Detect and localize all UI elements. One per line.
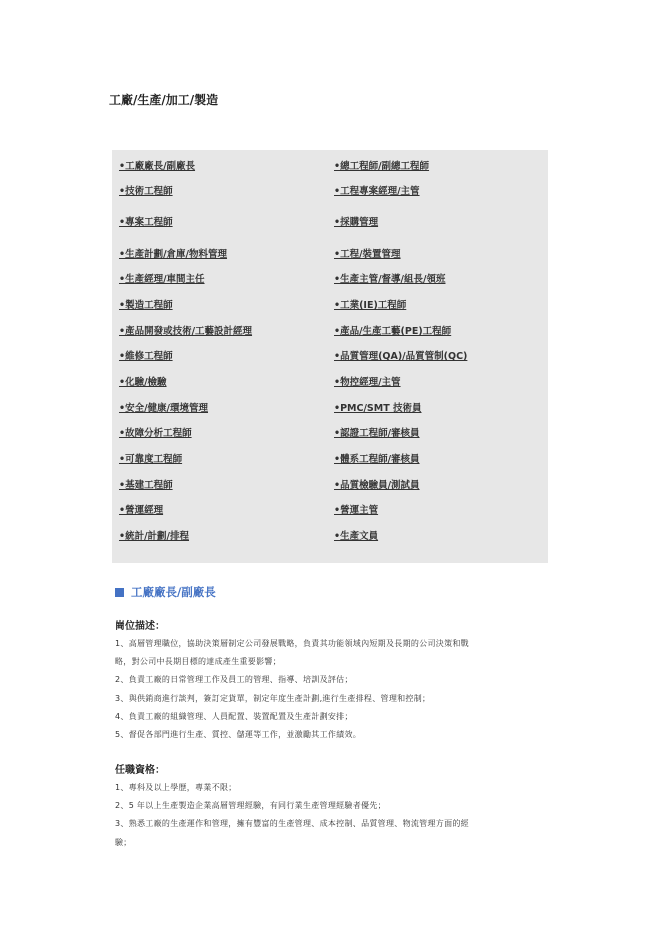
job-link[interactable]: •生產文員: [334, 531, 379, 542]
job-link[interactable]: •生產經理/車間主任: [119, 274, 205, 285]
job-link[interactable]: •專案工程師: [119, 217, 173, 228]
duty-line: 5、督促各部門進行生產、質控、儲運等工作，並激勵其工作績效。: [115, 730, 362, 739]
job-link[interactable]: •品質管理(QA)/品質管制(QC): [334, 351, 468, 362]
job-link[interactable]: •工廠廠長/副廠長: [119, 161, 196, 172]
duty-line: 1、高層管理職位，協助決策層制定公司發展戰略，負責其功能領域內短期及長期的公司決策和戰: [115, 639, 469, 648]
job-link[interactable]: •生產主管/督導/組長/領班: [334, 274, 446, 285]
qualification-line: 2、5 年以上生產製造企業高層管理經驗，有同行業生產管理經驗者優先；: [115, 801, 386, 810]
square-bullet-icon: [115, 588, 124, 597]
section-heading: [115, 584, 216, 600]
job-link[interactable]: •工程專案經理/主管: [334, 186, 420, 197]
qualification-line: 3、熟悉工廠的生產運作和管理，擁有豐富的生產管理、成本控制、品質管理、物流管理方面的經: [115, 819, 469, 828]
job-link[interactable]: •產品/生產工藝(PE)工程師: [334, 326, 452, 337]
duty-line: 2、負責工廠的日常管理工作及員工的管理、指導、培訓及評估；: [115, 675, 353, 684]
section-title: 工廠廠長/副廠長: [131, 585, 216, 599]
job-link[interactable]: •採購管理: [334, 217, 379, 228]
job-link[interactable]: •化驗/檢驗: [119, 377, 167, 388]
job-category-box: [112, 150, 548, 563]
job-link[interactable]: •營運經理: [119, 505, 164, 516]
job-link[interactable]: •生產計劃/倉庫/物料管理: [119, 249, 228, 260]
job-link[interactable]: •統計/計劃/排程: [119, 531, 190, 542]
job-link[interactable]: •物控經理/主管: [334, 377, 401, 388]
job-link[interactable]: •PMC/SMT 技術員: [334, 403, 422, 414]
duty-line: 3、與供銷商進行談判，簽訂定貨單，制定年度生產計劃,進行生產排程、管理和控制；: [115, 694, 431, 703]
job-link[interactable]: •製造工程師: [119, 300, 173, 311]
duty-line: 4、負責工廠的組織管理、人員配置、裝置配置及生產計劃安排；: [115, 712, 353, 721]
job-link[interactable]: •工業(IE)工程師: [334, 300, 407, 311]
job-link[interactable]: •體系工程師/審核員: [334, 454, 420, 465]
job-link[interactable]: •產品開發或技術/工藝設計經理: [119, 326, 253, 337]
job-link[interactable]: •認證工程師/審核員: [334, 428, 420, 439]
qualifications-heading: 任職資格：: [115, 765, 165, 776]
duty-line: 略，對公司中長期目標的達成產生重要影響；: [115, 657, 281, 666]
page-title: 工廠/生產/加工/製造: [109, 93, 219, 107]
job-link[interactable]: •維修工程師: [119, 351, 173, 362]
qualification-line: 驗；: [115, 838, 132, 847]
job-link[interactable]: •安全/健康/環境管理: [119, 403, 209, 414]
job-link[interactable]: •基建工程師: [119, 480, 173, 491]
job-link[interactable]: •技術工程師: [119, 186, 173, 197]
job-link[interactable]: •可靠度工程師: [119, 454, 183, 465]
job-link[interactable]: •品質檢驗員/測試員: [334, 480, 420, 491]
qualification-line: 1、專科及以上學歷，專業不限；: [115, 783, 237, 792]
job-link[interactable]: •總工程師/副總工程師: [334, 161, 430, 172]
job-link[interactable]: •工程/裝置管理: [334, 249, 401, 260]
duties-heading: 崗位描述：: [115, 621, 165, 632]
job-link[interactable]: •故障分析工程師: [119, 428, 192, 439]
job-link[interactable]: •營運主管: [334, 505, 379, 516]
